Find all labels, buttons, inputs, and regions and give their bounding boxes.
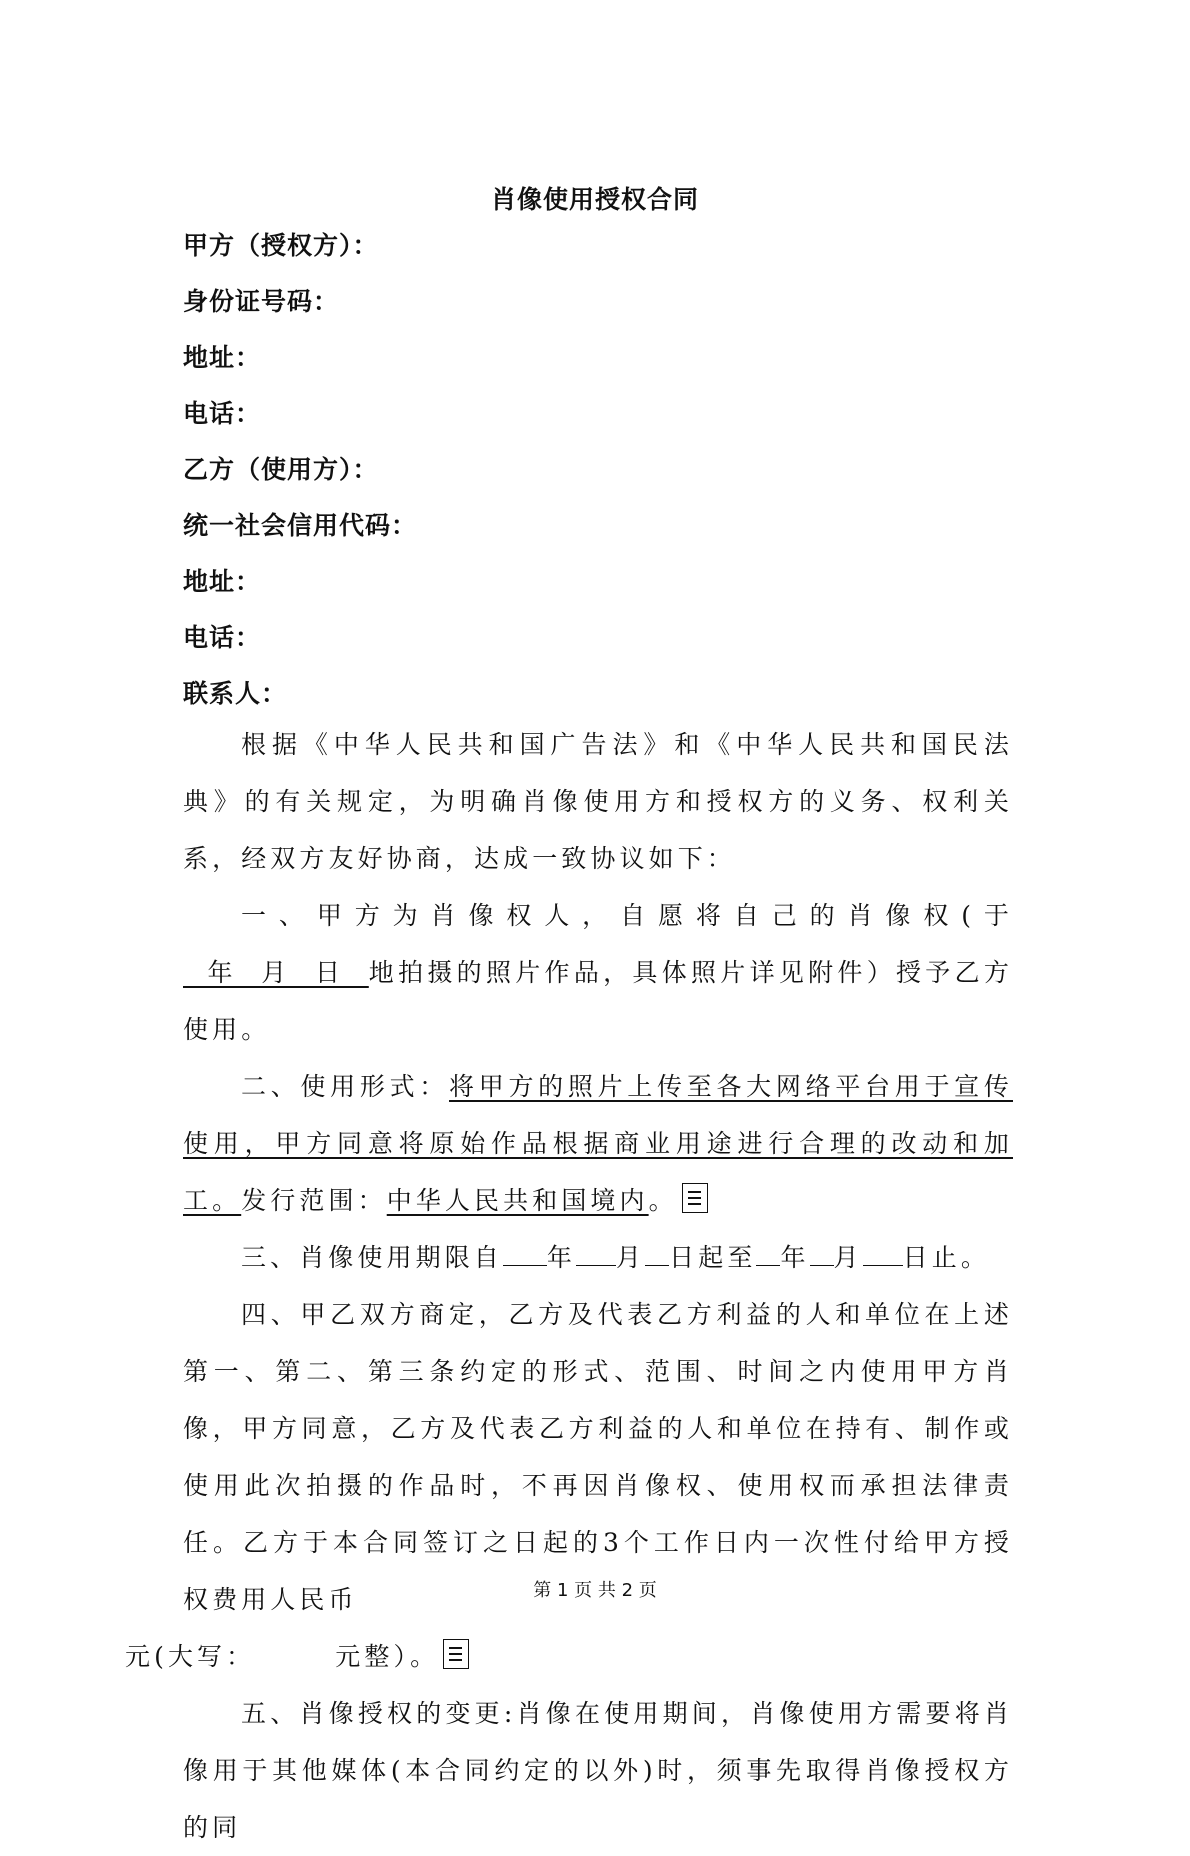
- clause-1-date-blank[interactable]: 年 月 日: [183, 958, 369, 987]
- start-day-blank[interactable]: [645, 1243, 669, 1266]
- clause-3-until: 日起至: [669, 1243, 757, 1272]
- clause-3-month-2: 月: [833, 1243, 863, 1272]
- clause-1-suffix: 地拍摄的照片作品，具体照片详见附件）授予乙方使用。: [183, 958, 1013, 1044]
- clause-3-year-2: 年: [780, 1243, 810, 1272]
- note-icon[interactable]: [443, 1639, 469, 1669]
- party-a-phone-label: 电话：: [183, 399, 262, 428]
- clause-3-end: 日止。: [902, 1243, 990, 1272]
- page-footer: 第 1 页 共 2 页: [533, 1580, 657, 1601]
- party-a-id-label: 身份证号码：: [183, 287, 340, 316]
- clause-2-scope-label: 发行范围：: [241, 1186, 387, 1215]
- end-year-blank[interactable]: [756, 1243, 780, 1266]
- clause-3-year: 年: [546, 1243, 577, 1272]
- clause-2-prefix: 二、使用形式：: [241, 1072, 450, 1101]
- clause-4-amount: 元(大写：: [125, 1642, 256, 1671]
- clause-4: [125, 1286, 1013, 1685]
- document-title: 肖像使用授权合同: [490, 185, 699, 214]
- end-day-blank[interactable]: [863, 1243, 903, 1266]
- clause-4-text: 四、甲乙双方商定，乙方及代表乙方利益的人和单位在上述第一、第二、第三条约定的形式、范围、时间之内使用甲方肖像，甲方同意，乙方及代表乙方利益的人和单位在持有、制作或使用此次拍摄的作品时，不再因肖像权、使用权而承担法律责任。乙方于本合同签订之日起的3个工作日内一次性付给甲方授权费用人民币: [183, 1300, 1013, 1614]
- clause-2: [183, 1058, 1013, 1229]
- clause-3: [183, 1229, 1013, 1286]
- party-a-label: 甲方（授权方）：: [183, 231, 379, 260]
- clause-3-text: 三、肖像使用期限自: [241, 1243, 503, 1272]
- clause-3-month: 月: [616, 1243, 646, 1272]
- party-b-contact-label: 联系人：: [183, 679, 288, 708]
- clause-5: 五、肖像授权的变更:肖像在使用期间，肖像使用方需要将肖像用于其他媒体(本合同约定的以外)时，须事先取得肖像授权方的同: [183, 1699, 1013, 1842]
- contract-body: [125, 716, 1013, 1856]
- clause-1: [183, 887, 1013, 1058]
- party-a-address-label: 地址：: [183, 343, 262, 372]
- start-month-blank[interactable]: [576, 1243, 616, 1266]
- party-b-credit-code-label: 统一社会信用代码：: [183, 511, 418, 540]
- preamble: 根据《中华人民共和国广告法》和《中华人民共和国民法典》的有关规定，为明确肖像使用方和授权方的义务、权利关系，经双方友好协商，达成一致协议如下：: [183, 730, 1013, 873]
- party-b-phone-label: 电话：: [183, 623, 262, 652]
- clause-2-scope: 中华人民共和国境内: [386, 1186, 649, 1215]
- end-month-blank[interactable]: [810, 1243, 834, 1266]
- clause-1-prefix: 一、甲方为肖像权人，自愿将自己的肖像权(于: [241, 901, 1013, 930]
- clause-2-end: 。: [648, 1186, 678, 1215]
- start-year-blank[interactable]: [503, 1243, 547, 1266]
- clause-2-usage: 将甲方的照片上传至各大网络平台用于宣传使用，甲方同意将原始作品根据商业用途进行合理的改动和加工。: [183, 1072, 1013, 1215]
- party-b-address-label: 地址：: [183, 567, 262, 596]
- party-b-label: 乙方（使用方）：: [183, 455, 379, 484]
- note-icon[interactable]: [682, 1183, 708, 1213]
- clause-4-amount-end: 元整）。: [335, 1642, 440, 1671]
